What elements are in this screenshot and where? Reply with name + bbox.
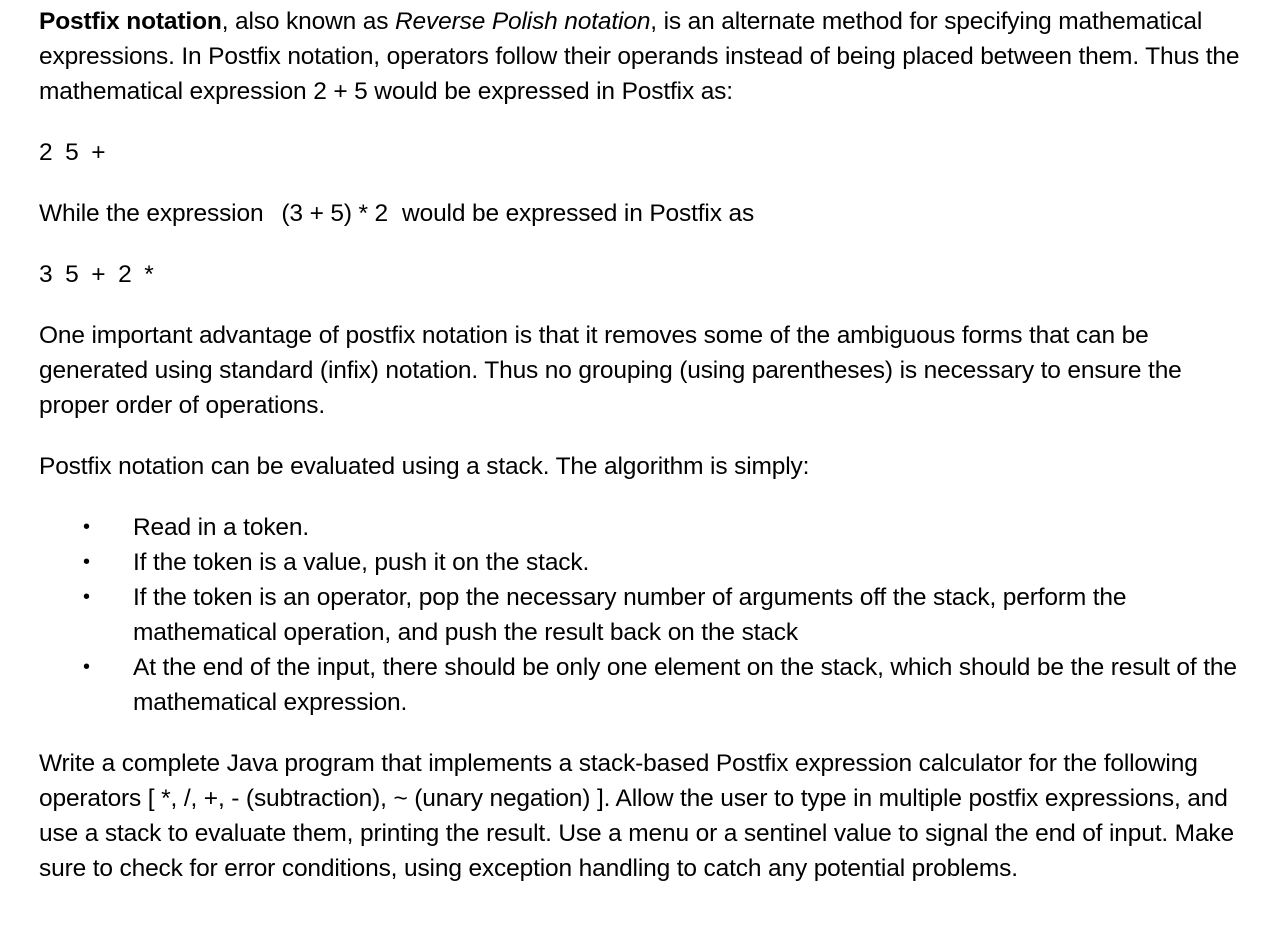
while-suffix: would be expressed in Postfix as bbox=[402, 200, 755, 227]
list-item-text: If the token is an operator, pop the necessary number of arguments off the stack, perform the mathematical operation, and push the result back on the stack bbox=[133, 584, 1127, 646]
list-item-text: If the token is a value, push it on the stack. bbox=[133, 549, 590, 576]
example-postfix-2: 3 5 + 2 * bbox=[39, 261, 154, 288]
intro-paragraph bbox=[39, 4, 1254, 109]
bullet-icon: • bbox=[83, 586, 90, 608]
example-postfix-1: 2 5 + bbox=[39, 139, 106, 166]
while-prefix: While the expression bbox=[39, 200, 264, 227]
postfix-term: Postfix notation bbox=[39, 8, 222, 35]
list-item bbox=[39, 580, 1254, 650]
list-item bbox=[39, 545, 1254, 580]
bullet-icon: • bbox=[83, 551, 90, 573]
assignment-paragraph: Write a complete Java program that implements a stack-based Postfix expression calculator for the following operators [ *, /, +, - (subtraction), ~ (unary negation) ]. Allow the user to type in multiple postfix expressions, and use a stack to evaluate them, printing the result. Use a menu or a sentinel value to signal the end of input. Make sure to check for error conditions, using exception handling to catch any potential problems. bbox=[39, 750, 1234, 882]
intro-text-2: , is an alternate method for specifying mathematical expressions. In Postfix notation, operators follow their operands instead of being placed between them. Thus the mathematical expression 2 + 5 would be expressed in Postfix as: bbox=[39, 8, 1240, 105]
document-page bbox=[39, 4, 1254, 912]
list-item-text: At the end of the input, there should be only one element on the stack, which should be the result of the mathematical expression. bbox=[133, 654, 1237, 716]
infix-expression: (3 + 5) * 2 bbox=[281, 200, 389, 227]
bullet-icon: • bbox=[83, 656, 90, 678]
intro-text-1: , also known as bbox=[221, 8, 395, 35]
advantage-paragraph: One important advantage of postfix notation is that it removes some of the ambiguous forms that can be generated using standard (infix) notation. Thus no grouping (using parentheses) is necessary to ensure the proper order of operations. bbox=[39, 322, 1182, 419]
rpn-alias: Reverse Polish notation bbox=[394, 8, 651, 35]
stack-intro-paragraph: Postfix notation can be evaluated using a stack. The algorithm is simply: bbox=[39, 453, 810, 480]
bullet-icon: • bbox=[83, 516, 90, 538]
list-item bbox=[39, 510, 1254, 545]
algorithm-list bbox=[39, 510, 1254, 720]
list-item-text: Read in a token. bbox=[133, 514, 310, 541]
list-item bbox=[39, 650, 1254, 720]
while-paragraph bbox=[39, 196, 1254, 231]
